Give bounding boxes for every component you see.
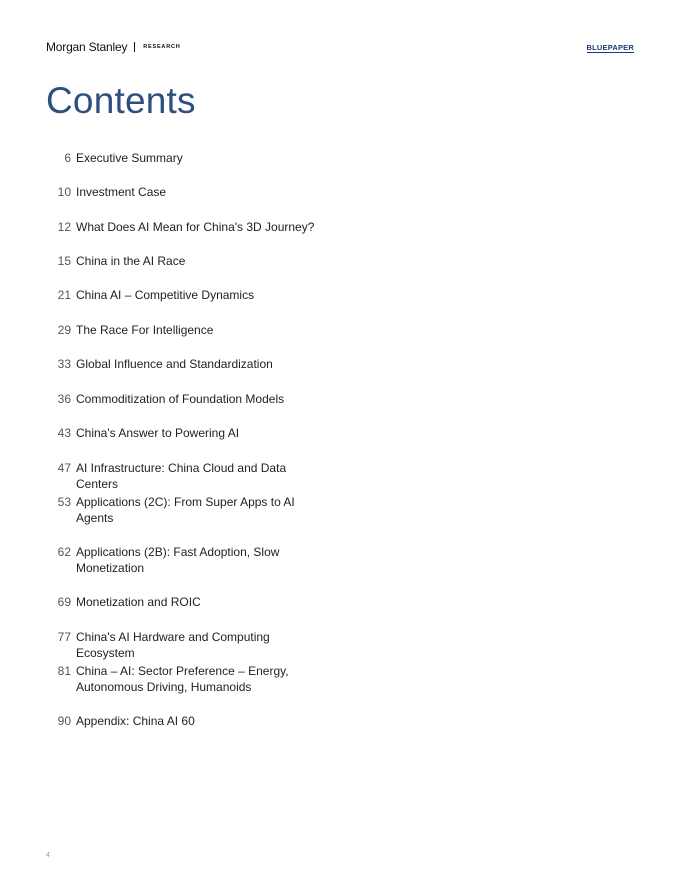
toc-entry[interactable] <box>46 322 331 338</box>
toc-page-number: 10 <box>57 185 71 199</box>
toc-entry[interactable] <box>46 629 331 661</box>
toc-entry-label: China in the AI Race <box>76 254 186 268</box>
toc-page-number: 21 <box>57 288 71 302</box>
toc-page-number: 62 <box>57 545 71 559</box>
toc-page-number: 69 <box>57 595 71 609</box>
toc-page-number: 81 <box>57 664 71 678</box>
toc-entry-label: China – AI: Sector Preference – Energy, Autonomous Driving, Humanoids <box>76 664 289 694</box>
toc-entry[interactable] <box>46 356 331 372</box>
toc-entry-label: Executive Summary <box>76 151 183 165</box>
toc-page-number: 77 <box>57 630 71 644</box>
toc-entry[interactable] <box>46 219 331 235</box>
brand-subtitle: RESEARCH <box>143 44 181 50</box>
toc-entry-label: Monetization and ROIC <box>76 595 201 609</box>
toc-page-number: 12 <box>57 220 71 234</box>
toc-entry-label: AI Infrastructure: China Cloud and Data Centers <box>76 461 287 491</box>
page-title: Contents <box>46 80 196 121</box>
toc-entry[interactable] <box>46 460 331 492</box>
toc-page-number: 43 <box>57 426 71 440</box>
toc-entry[interactable] <box>46 391 331 407</box>
toc-page-number: 6 <box>64 151 71 165</box>
toc-entry-label: Investment Case <box>76 185 167 199</box>
toc-entry[interactable] <box>46 184 331 200</box>
toc-entry-label: Global Influence and Standardization <box>76 357 273 371</box>
toc-entry-label: China's AI Hardware and Computing Ecosystem <box>76 630 270 660</box>
brand-name: Morgan Stanley <box>46 40 128 54</box>
brand-divider <box>134 42 135 52</box>
toc-entry-label: China's Answer to Powering AI <box>76 426 240 440</box>
toc-page-number: 15 <box>57 254 71 268</box>
toc-page-number: 36 <box>57 392 71 406</box>
toc-page-number: 29 <box>57 323 71 337</box>
toc-entry-label: Commoditization of Foundation Models <box>76 392 285 406</box>
report-type-tag: BLUEPAPER <box>586 43 634 52</box>
toc-entry[interactable] <box>46 425 331 441</box>
page-header <box>46 40 634 56</box>
toc-entry[interactable] <box>46 287 331 303</box>
toc-entry-label: Applications (2C): From Super Apps to AI Agents <box>76 495 295 525</box>
toc-entry[interactable] <box>46 594 331 610</box>
toc-entry[interactable] <box>46 150 331 166</box>
toc-entry-label: Applications (2B): Fast Adoption, Slow Monetization <box>76 545 280 575</box>
toc-entry[interactable] <box>46 494 331 526</box>
toc-entry[interactable] <box>46 544 331 576</box>
toc-page-number: 47 <box>57 461 71 475</box>
brand-logo <box>46 40 181 54</box>
toc-entry-label: What Does AI Mean for China's 3D Journey? <box>76 220 315 234</box>
toc-entry-label: Appendix: China AI 60 <box>76 714 195 728</box>
toc-entry-label: China AI – Competitive Dynamics <box>76 288 255 302</box>
toc-page-number: 90 <box>57 714 71 728</box>
toc-page-number: 33 <box>57 357 71 371</box>
toc-entry-label: The Race For Intelligence <box>76 323 214 337</box>
toc-entry[interactable] <box>46 713 331 729</box>
toc-page-number: 53 <box>57 495 71 509</box>
page-number: 4 <box>46 852 50 859</box>
toc-entry[interactable] <box>46 663 331 695</box>
toc-entry[interactable] <box>46 253 331 269</box>
